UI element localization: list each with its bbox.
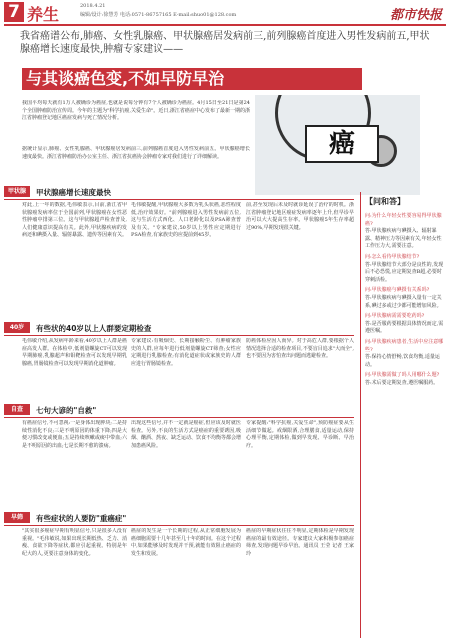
selfcheck-column-2: 出现这些信号,并不一定就是癌症,但应该及时就医检查。另外,不良的生活方式是癌症的重要诱因,吸烟、酗酒、熬夜、缺乏运动、饮食不均衡等都会增加患癌风险。 [131,420,241,449]
qa-answer: 答:甲状腺结节大部分是良性的,发现后不必恐慌,应定期复查B超,必要时穿刺活检。 [365,261,444,283]
qa-question: 问:为什么年轻女性要容易得甲状腺癌? [365,213,442,227]
qa-answer: 答:甲状腺疾病与碘摄入量有一定关系,碘过多或过少都可能增加风险。 [365,294,442,309]
intro-paragraph-2: 据统计显示,肺癌、女性乳腺癌、甲状腺癌居发病前三,前列腺癌首度进入男性发病前五。甲状腺癌增长速度最快。浙江省肿瘤防治办公室主任、浙江省抗癌协会肿瘤专家对我们进行了详细解读。 [22,146,250,160]
qa-answer: 答:保持心情舒畅,饮食均衡,适量运动。 [365,354,440,368]
qa-question: 问:甲状腺癌与碘摄有关系吗? [365,287,430,294]
masthead [0,0,450,24]
qa-question: 问:甲状腺疾病患者,生活中应注意哪些? [365,338,444,353]
over40-column-3: 防癌体检应因人而异。对于高危人群,要根据个人情况选择合适的检查项目,不要盲目追求"大而全",也不要因为害怕查出问题而逃避检查。 [246,338,354,360]
qa-question: 问:怎么看待甲状腺结节? [365,253,420,260]
thyroid-column-2: 毛伟敏提醒,甲状腺癌大多数为乳头状癌,恶性程度低,治疗效果好。"前列腺癌进入男性发病前五位,这与生活方式西化、人口老龄化以及PSA筛查普及有关。"专家建议,50岁以上男性应定期进行PSA检查,有家族史的应提前到45岁。 [131,202,241,239]
issue-date: 2018.4.21 [80,3,106,9]
page-number: 7 [4,2,24,22]
thyroid-column-1: 对此,上一年的数据,毛伟敏表示,目前,浙江省甲状腺癌发病率位于全国前列,甲状腺癌在女性恶性肿瘤中排第三位。这与甲状腺超声检查普及,人们健康意识提高有关。此外,甲状腺疾病的发病还和碘摄入量、辐射暴露、遗传等因素有关。 [22,202,127,239]
section-tag-early: 早筛 [4,512,30,523]
section-tag-over40: 40岁 [4,322,30,333]
cancer-card: 癌 [305,125,379,163]
newspaper-brand: 都市快报 [389,8,442,23]
qa-question: 问:甲状腺病需需要吃药吗? [365,313,425,320]
selfcheck-column-1: 有癌症信号,不可忽视:一是身体出现肿块;二是持续性消化不良;三是不明原因的体重下降;四是大便习惯改变或便血;五是持续咳嗽或痰中带血;六是不明原因的出血;七是长期不愈的溃疡。 [22,420,127,449]
qa-question: 问:甲状腺需做了吗人用哪什么题? [365,372,440,379]
section-tag-thyroid: 甲状腺 [4,186,30,197]
early-column-2: 癌症的发生是一个长期的过程,从正常细胞发展为癌细胞需要十几年甚至几十年的时间。在这个过程中,如果能够及时发现并干预,就能有效阻止癌症的发生和发展。 [131,528,241,557]
section-title-selfcheck: 七句大谚的"自救" [36,406,97,415]
thyroid-column-3: 前,甚至发现后未及时就诊延误了治疗的时机。浙江省肿瘤登记地区癌症发病率逐年上升,但早诊早治可以大大提高生存率。甲状腺癌5年生存率超过90%,早期发现很关键。 [246,202,354,231]
section-title-over40: 有些状的40岁以上人群要定期检查 [36,324,152,333]
qa-answer: 答:是否服药要根据具体情况而定,需遵医嘱。 [365,320,444,335]
editor-info: 编辑/设计:徐慧芳 电话:0571-86757165 E-mail:shuo01@128.com [80,12,237,18]
intro-paragraph-1: 我国平均每天就有1万人被确诊为癌症,也就是说每分钟有7个人被确诊为癌症。4月15日至21日是第24个全国肿瘤防治宣传周。今年的主题为"科学抗癌,关爱生命"。近日,浙江省癌症中心发布了最新一期的浙江省肿瘤登记地区癌症发病与死亡情况分析。 [22,100,250,122]
over40-column-2: 专家建议:有吸烟史、长期接触粉尘、有肿瘤家族史的人群,应每年进行低剂量螺旋CT筛查;女性应定期进行乳腺检查;有消化道症状或家族史的人群应进行胃肠镜检查。 [131,338,241,367]
section-title-early: 有些症状的人要防"重癌症" [36,514,127,523]
early-column-3: 癌症的早期症状往往不明显,定期体检是早期发现癌症的最有效途径。专家建议大家积极参加癌症筛查,发现问题早诊早治。通讯员 王莹 记者 王家玲 [246,528,354,557]
section-divider [4,335,354,336]
section-title-thyroid: 甲状腺癌增长速度最快 [36,188,111,197]
qa-answer: 答:术后要定期复查,遵医嘱服药。 [365,379,439,386]
over40-column-1: 毛伟敏介绍,从发病年龄来看,40岁以上人群是癌症高发人群。在体检中,低剂量螺旋CT可以发现早期肺癌,乳腺超声和钼靶检查可以发现早期乳腺癌,胃肠镜检查可以发现早期消化道肿瘤。 [22,338,127,367]
qa-answer: 答:甲状腺疾病与碘摄入、辐射暴露、精神压力等因素有关,年轻女性工作压力大,需要注意。 [365,228,442,250]
selfcheck-column-3: 专家提醒:"科学抗癌,关爱生命",预防癌症要从生活细节做起。戒烟限酒,合理膳食,适量运动,保持心理平衡,定期体检,做到早发现、早诊断、早治疗。 [246,420,354,449]
qa-sidebar [360,192,447,638]
qa-title: 【问和答】 [365,197,405,206]
section-divider [4,417,354,418]
section-title: 养生 [27,5,60,24]
section-divider [4,525,354,526]
headline: 与其谈癌色变,不如早防早治 [26,69,225,88]
section-tag-selfcheck: 自查 [4,404,30,415]
qa-list [365,210,445,387]
section-divider [4,199,354,200]
lead-deck: 我省癌谱公布,肺癌、女性乳腺癌、甲状腺癌居发病前三,前列腺癌首度进入男性发病前五,甲状腺癌增长速度最快,肿瘤专家建议—— [20,31,430,55]
early-column-1: "其实很多癌症早期有明显信号,只是很多人没有重视。"毛伟敏说,如果出现长期低热、乏力、消瘦、食欲下降等症状,都应引起重视。特别是年纪大的人,更要注意身体的变化。 [22,528,127,557]
masthead-rule [4,24,446,26]
